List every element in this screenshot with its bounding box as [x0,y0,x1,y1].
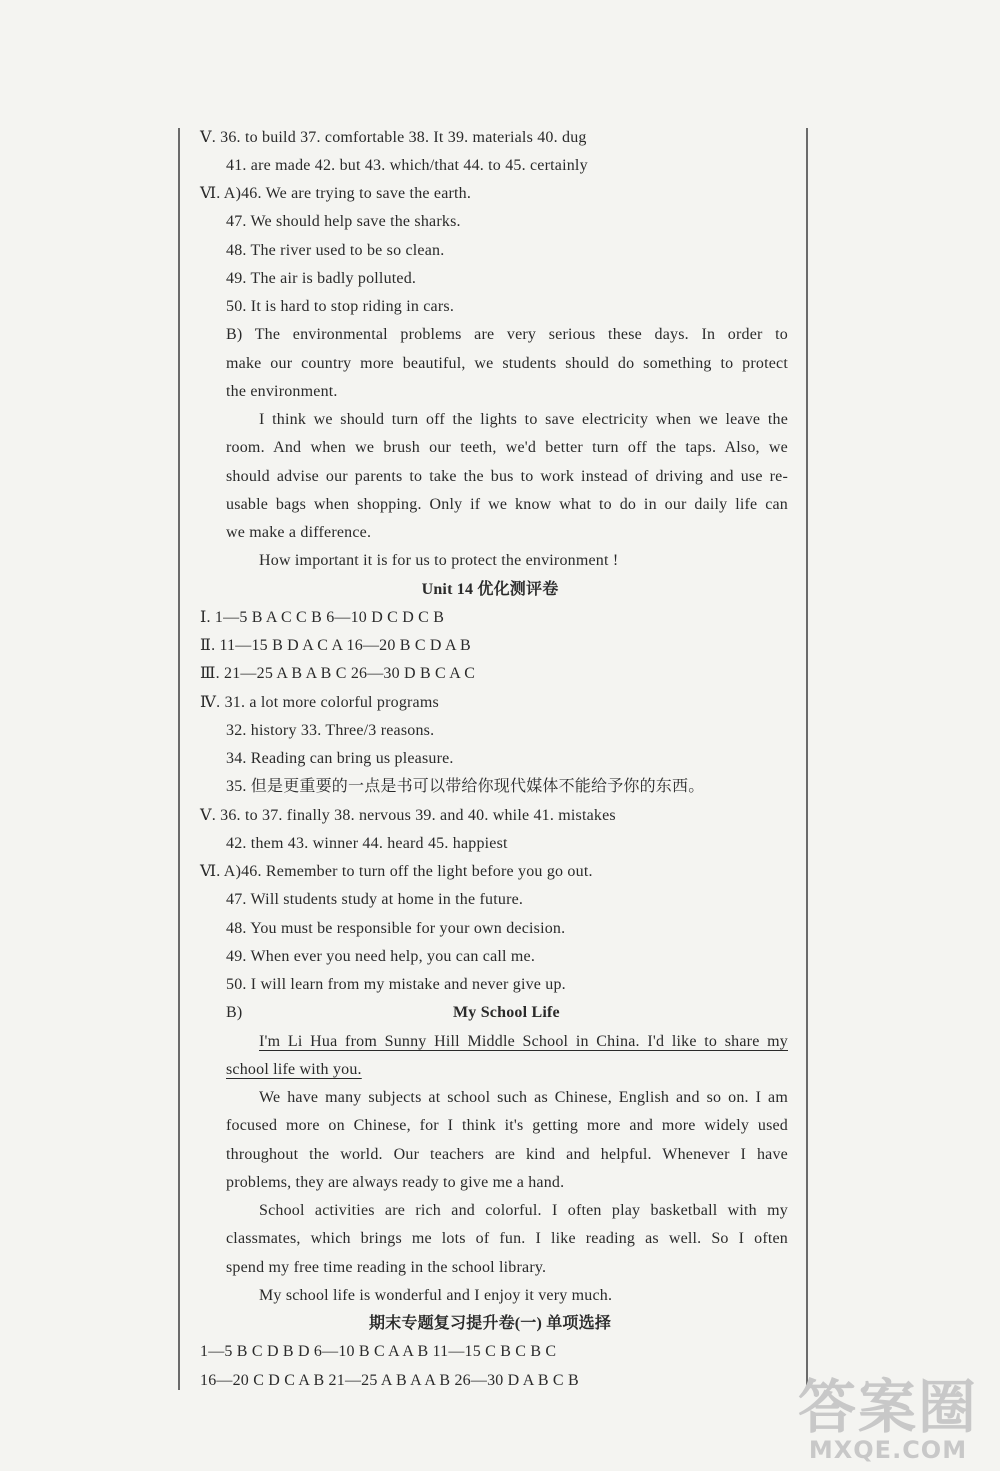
essay-line: make our country more beautiful, we students should do something to protect [226,355,788,372]
watermark-logo [797,1373,978,1464]
answer-line: Ⅱ. 11—15 B D A C A 16—20 B C D A B [200,637,471,654]
essay-line: How important it is for us to protect the environment ! [259,552,619,569]
answer-line: Ⅰ. 1—5 B A C C B 6—10 D C D C B [200,609,445,626]
essay-line: We have many subjects at school such as Chinese, English and so on. I am [259,1089,788,1106]
section-title: Unit 14 优化测评卷 [421,581,559,598]
answer-line: Ⅳ. 31. a lot more colorful programs [200,694,439,711]
part-b-label: B) [226,1004,243,1021]
answer-line: 16—20 C D C A B 21—25 A B A A B 26—30 D A B C B [200,1372,579,1389]
answer-line: 42. them 43. winner 44. heard 45. happiest [226,835,508,852]
answer-line: 34. Reading can bring us pleasure. [226,750,454,767]
essay-line: school life with you. [226,1061,362,1078]
answer-line: Ⅵ. A)46. Remember to turn off the light before you go out. [200,863,593,880]
answer-line: 49. The air is badly polluted. [226,270,417,287]
essay-line: I think we should turn off the lights to save electricity when we leave the [259,411,788,428]
essay-line: I'm Li Hua from Sunny Hill Middle School in China. I'd like to share my [259,1033,788,1050]
essay-line: focused more on Chinese, for I think it's getting more and more widely used [226,1117,788,1134]
essay-line: problems, they are always ready to give me a hand. [226,1174,565,1191]
left-margin-rule [178,128,180,1390]
answer-line: Ⅲ. 21—25 A B A B C 26—30 D B C A C [200,665,476,682]
answer-line: 49. When ever you need help, you can call me. [226,948,536,965]
essay-line: B) The environmental problems are very serious these days. In order to [226,326,788,343]
essay-line: the environment. [226,383,338,400]
essay-line: spend my free time reading in the school library. [226,1259,547,1276]
answer-line: 35. 但是更重要的一点是书可以带给你现代媒体不能给予你的东西。 [226,778,705,795]
answer-line: 1—5 B C D B D 6—10 B C A A B 11—15 C B C B C [200,1343,557,1360]
watermark-logo-text: 答案圈 [797,1373,978,1441]
essay-line: classmates, which brings me lots of fun. I like reading as well. So I often [226,1230,788,1247]
watermark-site: MXQE.COM [808,1436,968,1464]
essay-line: My school life is wonderful and I enjoy it very much. [259,1287,613,1304]
answer-line: 32. history 33. Three/3 reasons. [226,722,435,739]
answer-line: 50. I will learn from my mistake and never give up. [226,976,566,993]
section-title: 期末专题复习提升卷(一) 单项选择 [368,1315,612,1332]
answer-line: Ⅴ. 36. to 37. finally 38. nervous 39. and 40. while 41. mistakes [200,807,616,824]
essay-line: throughout the world. Our teachers are kind and helpful. Whenever I have [226,1146,788,1163]
answer-line: 50. It is hard to stop riding in cars. [226,298,455,315]
answer-line: 48. You must be responsible for your own decision. [226,920,566,937]
essay-line: should advise our parents to take the bus to work instead of driving and use re- [226,468,788,485]
right-margin-rule [806,128,808,1390]
answer-line: 47. We should help save the sharks. [226,213,461,230]
answer-line: 47. Will students study at home in the future. [226,891,524,908]
essay-line: School activities are rich and colorful. I often play basketball with my [259,1202,788,1219]
answer-line: Ⅵ. A)46. We are trying to save the earth. [200,185,472,202]
essay-line: usable bags when shopping. Only if we know what to do in our daily life can [226,496,788,513]
essay-line: we make a difference. [226,524,372,541]
essay-line: room. And when we brush our teeth, we'd better turn off the taps. Also, we [226,439,788,456]
essay-title: My School Life [453,1004,560,1021]
answer-line: Ⅴ. 36. to build 37. comfortable 38. It 39. materials 40. dug [200,129,587,146]
answer-line: 48. The river used to be so clean. [226,242,445,259]
answer-line: 41. are made 42. but 43. which/that 44. to 45. certainly [226,157,588,174]
